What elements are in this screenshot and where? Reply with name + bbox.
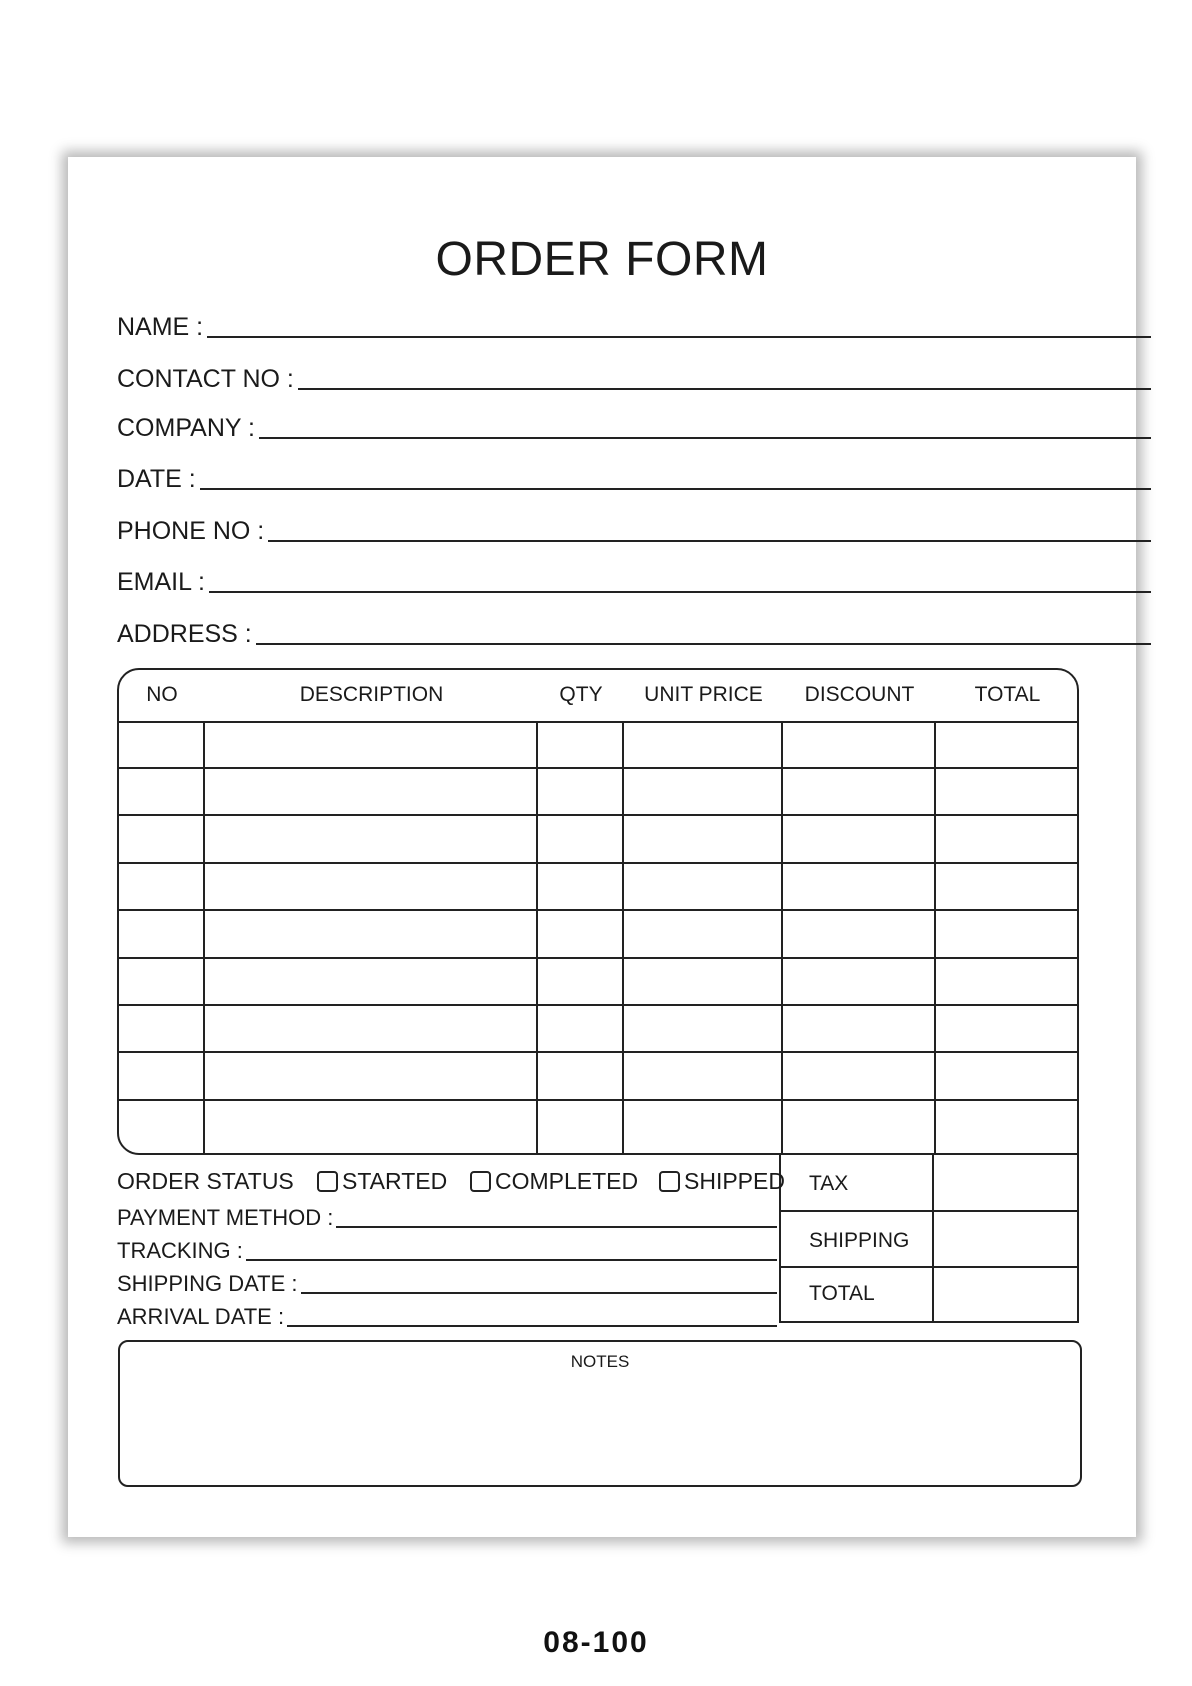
header-description: DESCRIPTION — [299, 683, 444, 706]
checkbox-icon[interactable] — [659, 1171, 680, 1192]
product-code: 08-100 — [543, 1626, 649, 1659]
date-line[interactable] — [200, 488, 1151, 490]
shipping-date-field[interactable] — [117, 1266, 777, 1296]
email-label: EMAIL : — [117, 568, 205, 596]
date-field[interactable] — [117, 452, 1151, 492]
summary-row-shipping[interactable] — [781, 1210, 1077, 1268]
notes-label: NOTES — [570, 1352, 630, 1371]
row-divider — [119, 814, 1077, 816]
name-line[interactable] — [207, 336, 1151, 338]
tracking-line[interactable] — [246, 1259, 777, 1261]
shipping-date-label: SHIPPING DATE : — [117, 1271, 298, 1296]
arrival-date-field[interactable] — [117, 1299, 777, 1329]
address-line[interactable] — [256, 643, 1151, 645]
row-divider — [119, 1004, 1077, 1006]
row-divider — [119, 1051, 1077, 1053]
order-form-sheet — [68, 157, 1136, 1537]
header-unit-price: UNIT PRICE — [644, 683, 763, 706]
notes-box[interactable] — [118, 1340, 1082, 1487]
payment-method-line[interactable] — [336, 1226, 777, 1228]
tracking-label: TRACKING : — [117, 1238, 243, 1263]
phone-field[interactable] — [117, 504, 1151, 544]
column-divider — [934, 721, 936, 1153]
row-divider — [119, 909, 1077, 911]
contact-line[interactable] — [298, 388, 1151, 390]
row-divider — [119, 1099, 1077, 1101]
arrival-date-label: ARRIVAL DATE : — [117, 1304, 285, 1329]
checkbox-icon[interactable] — [470, 1171, 491, 1192]
address-field[interactable] — [117, 607, 1151, 647]
total-label: TOTAL — [809, 1282, 875, 1305]
company-label: COMPANY : — [117, 414, 255, 442]
checkbox-icon[interactable] — [317, 1171, 338, 1192]
tax-label: TAX — [809, 1172, 849, 1195]
status-completed-label: COMPLETED — [495, 1167, 639, 1194]
status-started-option[interactable] — [317, 1166, 447, 1196]
name-label: NAME : — [117, 313, 204, 341]
shipping-label: SHIPPING — [809, 1229, 910, 1252]
header-qty: QTY — [559, 683, 603, 706]
phone-label: PHONE NO : — [117, 517, 265, 545]
arrival-date-line[interactable] — [287, 1325, 777, 1327]
column-divider — [622, 721, 624, 1153]
email-field[interactable] — [117, 555, 1151, 595]
payment-method-field[interactable] — [117, 1200, 777, 1230]
address-label: ADDRESS : — [117, 620, 252, 648]
summary-row-tax[interactable] — [781, 1153, 1077, 1212]
row-divider — [119, 862, 1077, 864]
row-divider — [119, 767, 1077, 769]
order-items-table — [117, 668, 1079, 1155]
status-started-label: STARTED — [342, 1167, 448, 1194]
table-header — [119, 670, 1077, 723]
header-discount: DISCOUNT — [804, 683, 915, 706]
name-field[interactable] — [117, 300, 1151, 340]
contact-field[interactable] — [117, 352, 1151, 392]
status-shipped-label: SHIPPED — [684, 1167, 785, 1194]
column-divider — [536, 721, 538, 1153]
summary-box — [779, 1153, 1079, 1323]
header-total: TOTAL — [974, 683, 1041, 706]
summary-row-total[interactable] — [781, 1266, 1077, 1323]
status-shipped-option[interactable] — [659, 1166, 785, 1196]
column-divider — [203, 721, 205, 1153]
company-line[interactable] — [259, 437, 1151, 439]
email-line[interactable] — [209, 591, 1151, 593]
contact-label: CONTACT NO : — [117, 365, 294, 393]
shipping-date-line[interactable] — [301, 1292, 777, 1294]
status-completed-option[interactable] — [470, 1166, 638, 1196]
company-field[interactable] — [117, 401, 1151, 441]
column-divider — [781, 721, 783, 1153]
header-no: NO — [146, 683, 178, 706]
order-status-label: ORDER STATUS — [117, 1167, 294, 1194]
date-label: DATE : — [117, 465, 196, 493]
form-title: ORDER FORM — [435, 233, 769, 286]
row-divider — [119, 957, 1077, 959]
phone-line[interactable] — [268, 540, 1151, 542]
tracking-field[interactable] — [117, 1233, 777, 1263]
payment-method-label: PAYMENT METHOD : — [117, 1205, 334, 1230]
